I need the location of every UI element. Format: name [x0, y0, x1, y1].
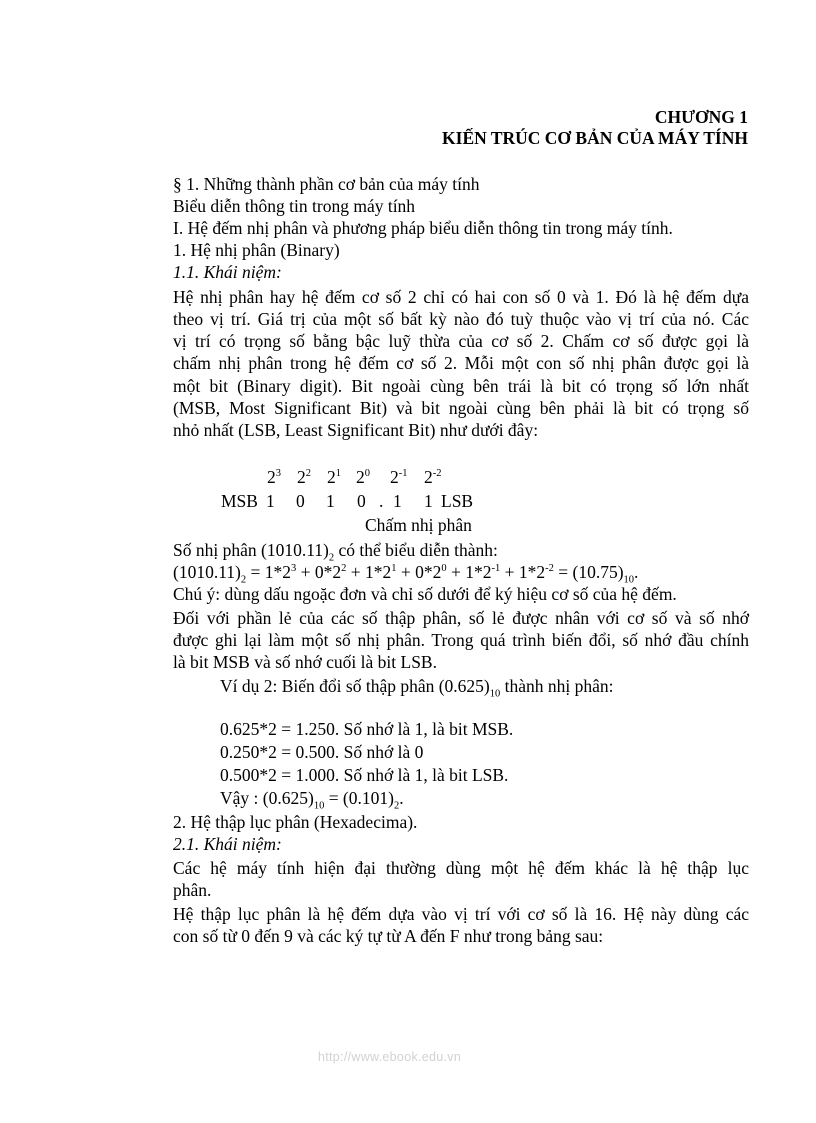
hex-title: 2. Hệ thập lục phân (Hexadecima).	[173, 812, 418, 832]
part-i-heading: I. Hệ đếm nhị phân và phương pháp biểu diễn thông tin trong máy tính.	[173, 218, 673, 238]
binary-paragraph-line: nhỏ nhất (LSB, Least Significant Bit) như dưới đây:	[173, 420, 539, 440]
example2-step: 0.250*2 = 0.500. Số nhớ là 0	[220, 742, 424, 762]
example2-result: Vậy : $(0.625)_{10} = (0.101)_2$.	[220, 788, 404, 812]
binary-paragraph-line: theo vị trí. Giá trị của một số bất kỳ nào đó tuỳ thuộc vào vị trí của nó. Các	[173, 309, 749, 329]
fraction-paragraph-line: được ghi lại làm một số nhị phân. Trong quá trình biến đổi, số nhớ đầu chính	[173, 630, 749, 650]
note: Chú ý: dùng dấu ngoặc đơn và chỉ số dưới để ký hiệu cơ số của hệ đếm.	[173, 584, 677, 604]
watermark: http://www.ebook.edu.vn	[318, 1050, 462, 1064]
weight-2-neg2: $2^{-2}$	[424, 467, 442, 487]
chapter-number: CHƯƠNG 1	[654, 107, 748, 127]
binary-point: .	[379, 491, 384, 511]
weight-2-1: $2^1$	[327, 467, 341, 487]
bit: 0	[296, 491, 305, 511]
example1-equation: $(1010.11)_2 = 1*2^3 + 0*2^2 + 1*2^1 + 0*2^0 + 1*2^{-1} + 1*2^{-2} = (10.75)_{10}$.	[173, 562, 639, 586]
hex-paragraph-line: con số từ 0 đến 9 và các ký tự từ A đến F như trong bảng sau:	[173, 926, 604, 946]
binary-point-label: Chấm nhị phân	[365, 515, 472, 535]
weight-2-3: $2^3$	[267, 467, 281, 487]
binary-paragraph-line: (MSB, Most Significant Bit) và bit ngoài cùng bên phải là bit có trọng số	[173, 398, 749, 418]
hex-paragraph-line: Các hệ máy tính hiện đại thường dùng một hệ đếm khác là hệ thập lục	[173, 858, 749, 878]
concept-1-heading: 1.1. Khái niệm:	[173, 262, 282, 282]
weight-2-0: $2^0$	[356, 467, 370, 487]
bit: 1	[266, 491, 275, 511]
weight-2-2: $2^2$	[297, 467, 311, 487]
binary-paragraph-line: Hệ nhị phân hay hệ đếm cơ số 2 chỉ có hai con số 0 và 1. Đó là hệ đếm dựa	[173, 287, 749, 307]
bit: 0	[357, 491, 366, 511]
section-subheading: Biểu diễn thông tin trong máy tính	[173, 196, 416, 216]
weight-2-neg1: $2^{-1}$	[390, 467, 408, 487]
lsb-label: LSB	[441, 491, 474, 511]
example2-step: 0.625*2 = 1.250. Số nhớ là 1, là bit MSB.	[220, 719, 514, 739]
hex-paragraph-line: phân.	[173, 880, 212, 900]
hex-concept-heading: 2.1. Khái niệm:	[173, 834, 282, 854]
bit: 1	[424, 491, 433, 511]
binary-paragraph-line: một bit (Binary digit). Bit ngoài cùng bên trái là bit có trọng số lớn nhất	[173, 376, 749, 396]
binary-title: 1. Hệ nhị phân (Binary)	[173, 240, 340, 260]
bit: 1	[326, 491, 335, 511]
binary-paragraph-line: vị trí có trọng số bằng bậc luỹ thừa của cơ số 2. Chấm cơ số được gọi là	[173, 331, 749, 351]
example1-intro: Số nhị phân $(1010.11)_2$ có thể biểu diễn thành:	[173, 540, 498, 564]
example2-title: Ví dụ 2: Biến đổi số thập phân $(0.625)_{10}$ thành nhị phân:	[220, 676, 614, 700]
bit: 1	[393, 491, 402, 511]
binary-paragraph-line: chấm nhị phân trong hệ đếm cơ số 2. Mỗi một con số nhị phân được gọi là	[173, 353, 749, 373]
chapter-title: KIẾN TRÚC CƠ BẢN CỦA MÁY TÍNH	[442, 128, 748, 148]
fraction-paragraph-line: Đối với phần lẻ của các số thập phân, số lẻ được nhân với cơ số và số nhớ	[173, 608, 749, 628]
hex-paragraph-line: Hệ thập lục phân là hệ đếm dựa vào vị trí với cơ số là 16. Hệ này dùng các	[173, 904, 749, 924]
msb-label: MSB	[221, 491, 258, 511]
example2-step: 0.500*2 = 1.000. Số nhớ là 1, là bit LSB.	[220, 765, 509, 785]
section-heading: § 1. Những thành phần cơ bản của máy tính	[173, 174, 480, 194]
fraction-paragraph-line: là bit MSB và số nhớ cuối là bit LSB.	[173, 652, 437, 672]
